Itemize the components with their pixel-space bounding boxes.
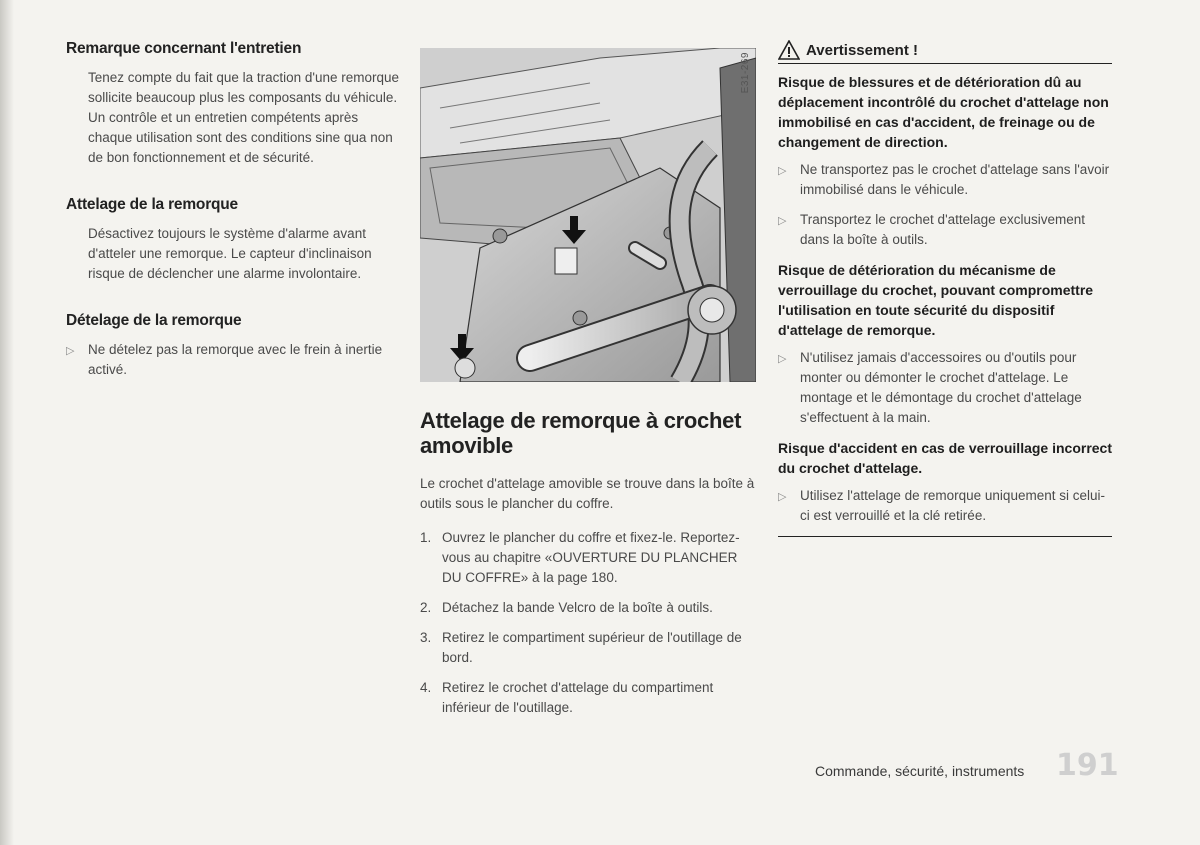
hitching-heading: Attelage de la remorque [66, 196, 238, 213]
hitching-paragraph: Désactivez toujours le système d'alarme avant d'atteler une remorque. Le capteur d'inclinaison risque de déclencher une alarme involontaire. [66, 224, 406, 284]
instruction-item: ▷ Utilisez l'attelage de remorque uniquement si celui-ci est verrouillé et la clé retirée. [778, 486, 1112, 526]
step-number: 4. [420, 680, 432, 695]
warning-title: Avertissement ! [806, 41, 918, 59]
step-item [420, 678, 760, 718]
step-item [420, 528, 760, 588]
step-item [420, 628, 760, 668]
bullet-triangle-icon: ▷ [778, 165, 787, 177]
instruction-item: ▷ Transportez le crochet d'attelage exclusivement dans la boîte à outils. [778, 210, 1112, 250]
bullet-triangle-icon: ▷ [66, 345, 75, 357]
step-text: Retirez le compartiment supérieur de l'outillage de bord. [442, 630, 742, 665]
instruction-item: ▷ Ne transportez pas le crochet d'attelage sans l'avoir immobilisé dans le véhicule. [778, 160, 1112, 200]
left-column [66, 40, 406, 390]
footer-section-title: Commande, sécurité, instruments [815, 763, 1025, 779]
step-item [420, 598, 760, 618]
warning-triangle-icon [778, 40, 800, 60]
engine-bay-drawing [420, 48, 756, 382]
page-number: 191 [1056, 748, 1119, 783]
unhitching-heading: Dételage de la remorque [66, 312, 242, 329]
warning-end-rule [778, 536, 1112, 537]
warning-column [778, 40, 1112, 537]
bullet-marker [66, 224, 88, 284]
removable-hook-heading: Attelage de remorque à crochet amovible [420, 408, 742, 458]
bullet-triangle-icon: ▷ [778, 215, 787, 227]
instruction-item: ▷ N'utilisez jamais d'accessoires ou d'outils pour monter ou démonter le crochet d'attelage. Le montage et le démontage du crochet d'attelage s'effectuent à la main. [778, 348, 1112, 428]
bullet-triangle-icon: ▷ [778, 491, 787, 503]
page-binding-edge [0, 0, 14, 845]
bullet-triangle-icon: ▷ [778, 353, 787, 365]
figure-reference-code: E31-269 [740, 52, 751, 94]
risk-statement: Risque de blessures et de détérioration dû au déplacement incontrôlé du crochet d'attelage non immobilisé en cas d'accident, de freinage ou de changement de direction. [778, 74, 1109, 150]
step-text: Détachez la bande Velcro de la boîte à outils. [442, 600, 713, 615]
tow-hook-illustration [420, 48, 756, 382]
middle-column [420, 396, 760, 728]
step-number: 3. [420, 630, 432, 645]
maintenance-note-paragraph: Tenez compte du fait que la traction d'une remorque sollicite beaucoup plus les composants du véhicule. Un contrôle et un entretien compétents après chaque utilisation sont des conditions sine qua non de bon fonctionnement et de sécurité. [66, 68, 406, 168]
unhitching-paragraph: ▷ Ne dételez pas la remorque avec le frein à inertie activé. [66, 340, 406, 380]
bullet-marker [66, 68, 88, 168]
step-number: 1. [420, 530, 432, 545]
step-number: 2. [420, 600, 432, 615]
maintenance-note-heading: Remarque concernant l'entretien [66, 40, 302, 57]
warning-header [778, 40, 1112, 64]
removable-hook-intro: Le crochet d'attelage amovible se trouve dans la boîte à outils sous le plancher du coffre. [420, 476, 755, 511]
risk-statement: Risque de détérioration du mécanisme de verrouillage du crochet, pouvant compromettre l'utilisation en toute sécurité du dispositif d'attelage de remorque. [778, 262, 1094, 338]
step-text: Ouvrez le plancher du coffre et fixez-le. Reportez-vous au chapitre «OUVERTURE DU PLANCHER DU COFFRE» à la page 180. [442, 530, 740, 585]
step-text: Retirez le crochet d'attelage du compartiment inférieur de l'outillage. [442, 680, 714, 715]
risk-statement: Risque d'accident en cas de verrouillage incorrect du crochet d'attelage. [778, 440, 1113, 476]
